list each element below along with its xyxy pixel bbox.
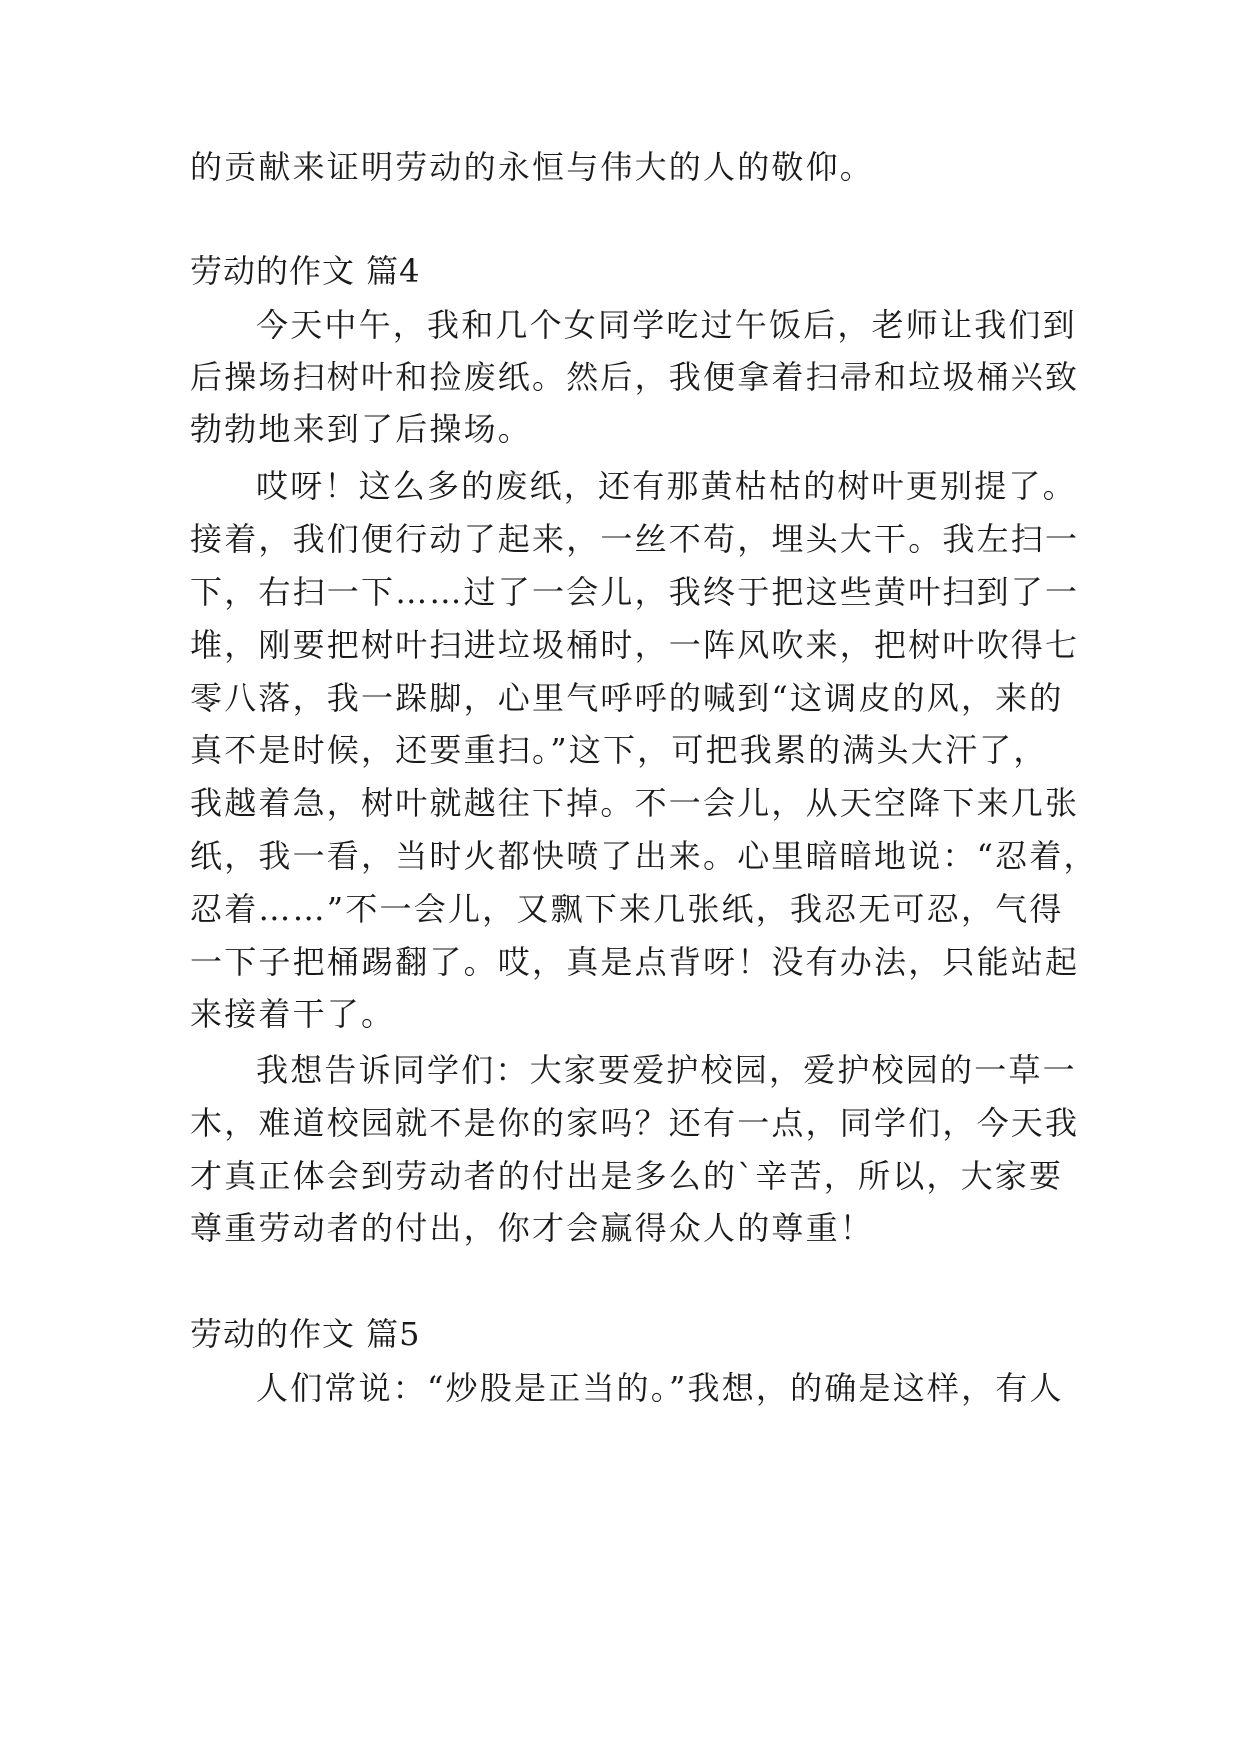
paragraph-line: 我想告诉同学们：大家要爱护校园，爱护校园的一草一 <box>256 1051 1077 1089</box>
paragraph-line: 的贡献来证明劳动的永恒与伟大的人的敬仰。 <box>190 148 875 186</box>
paragraph-line: 接着，我们便行动了起来，一丝不苟，埋头大干。我左扫一 <box>190 520 1080 558</box>
paragraph-line: 忍着……”不一会儿，又飘下来几张纸，我忍无可忍，气得 <box>190 890 1064 928</box>
paragraph-line: 哎呀！这么多的废纸，还有那黄枯枯的树叶更别提了。 <box>256 467 1077 505</box>
paragraph-line: 今天中午，我和几个女同学吃过午饭后，老师让我们到 <box>256 306 1077 344</box>
paragraph-line: 人们常说：“炒股是正当的。”我想，的确是这样，有人 <box>256 1369 1064 1407</box>
section-heading-4: 劳动的作文 篇4 <box>190 252 421 290</box>
paragraph-line: 真不是时候，还要重扫。”这下，可把我累的满头大汗了， <box>190 731 1048 769</box>
paragraph-line: 堆，刚要把树叶扫进垃圾桶时，一阵风吹来，把树叶吹得七 <box>190 626 1080 664</box>
paragraph-line: 一下子把桶踢翻了。哎，真是点背呀！没有办法，只能站起 <box>190 943 1080 981</box>
paragraph-line: 来接着干了。 <box>190 995 396 1033</box>
paragraph-line: 木，难道校园就不是你的家吗？还有一点，同学们，今天我 <box>190 1104 1080 1142</box>
paragraph-line: 勃勃地来到了后操场。 <box>190 410 533 448</box>
paragraph-line: 零八落，我一跺脚，心里气呼呼的喊到“这调皮的风，来的 <box>190 679 1064 717</box>
paragraph-line: 下，右扫一下……过了一会儿，我终于把这些黄叶扫到了一 <box>190 573 1080 611</box>
paragraph-line: 后操场扫树叶和捡废纸。然后，我便拿着扫帚和垃圾桶兴致 <box>190 358 1080 396</box>
paragraph-line: 尊重劳动者的付出，你才会赢得众人的尊重！ <box>190 1209 875 1247</box>
paragraph-line: 我越着急，树叶就越往下掉。不一会儿，从天空降下来几张 <box>190 784 1080 822</box>
paragraph-line: 才真正体会到劳动者的付出是多么的`辛苦，所以，大家要 <box>190 1157 1064 1195</box>
paragraph-line: 纸，我一看，当时火都快喷了出来。心里暗暗地说：“忍着， <box>190 837 1098 875</box>
section-heading-5: 劳动的作文 篇5 <box>190 1315 421 1353</box>
